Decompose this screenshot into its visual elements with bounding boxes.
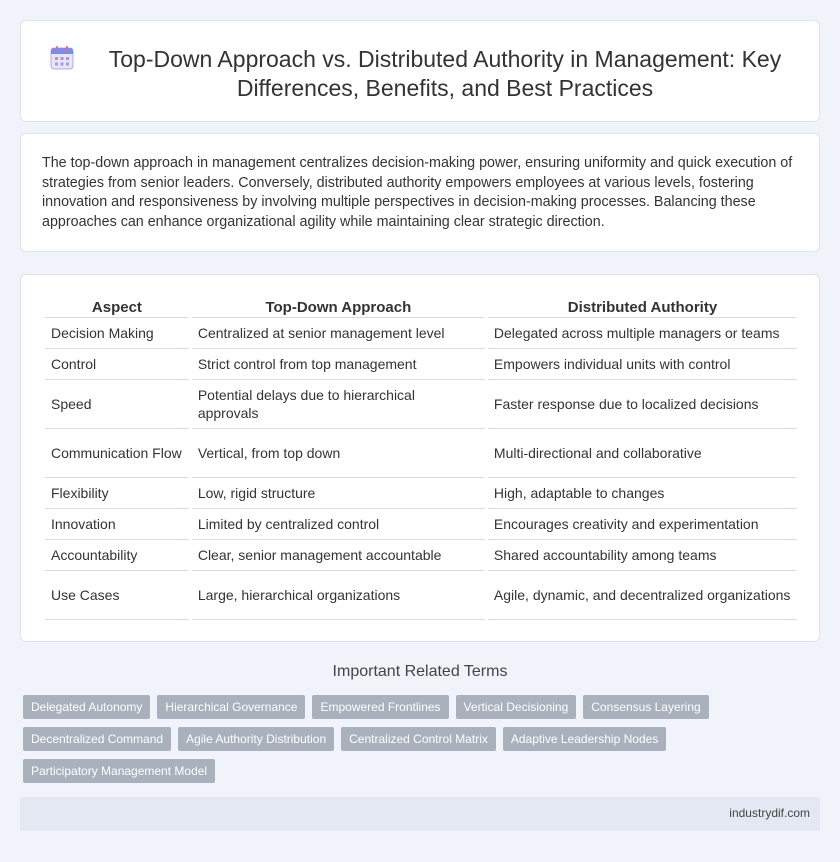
related-term-tag[interactable]: Participatory Management Model [23,759,215,783]
header-top-down: Top-Down Approach [192,292,485,318]
row-aspect: Flexibility [45,478,189,509]
table-row [45,429,797,478]
row-top-down: Low, rigid structure [192,478,485,509]
table-header-row [45,292,797,318]
intro-paragraph: The top-down approach in management centralizes decision-making power, ensuring uniformity and quick execution of strategies from senior leaders. Conversely, distributed authority empowers employees at various levels, fostering innovation and responsiveness by involving multiple perspectives in decision-making processes. Balancing these approaches can enhance organizational agility while maintaining clear strategic direction. [42,155,793,230]
row-distributed: Multi-directional and collaborative [488,429,797,478]
title-card [20,20,820,122]
row-distributed: Encourages creativity and experimentation [488,509,797,540]
comparison-card [20,274,820,642]
row-aspect: Accountability [45,540,189,571]
row-aspect: Innovation [45,509,189,540]
calendar-icon [49,45,75,71]
intro-card [20,133,820,252]
related-term-tag[interactable]: Empowered Frontlines [312,695,448,719]
row-top-down: Limited by centralized control [192,509,485,540]
row-aspect: Decision Making [45,318,189,349]
row-top-down: Vertical, from top down [192,429,485,478]
table-row [45,509,797,540]
row-distributed: Agile, dynamic, and decentralized organizations [488,571,797,620]
row-distributed: Shared accountability among teams [488,540,797,571]
related-term-tag[interactable]: Centralized Control Matrix [341,727,496,751]
row-aspect: Communication Flow [45,429,189,478]
table-row [45,380,797,429]
row-distributed: High, adaptable to changes [488,478,797,509]
row-top-down: Strict control from top management [192,349,485,380]
row-top-down: Potential delays due to hierarchical approvals [192,380,485,429]
related-term-tag[interactable]: Delegated Autonomy [23,695,150,719]
table-row [45,349,797,380]
row-distributed: Empowers individual units with control [488,349,797,380]
related-term-tag[interactable]: Agile Authority Distribution [178,727,334,751]
table-row [45,318,797,349]
header-aspect: Aspect [45,292,189,318]
related-terms-list [23,695,713,783]
row-top-down: Clear, senior management accountable [192,540,485,571]
row-top-down: Large, hierarchical organizations [192,571,485,620]
row-distributed: Faster response due to localized decisions [488,380,797,429]
related-term-tag[interactable]: Adaptive Leadership Nodes [503,727,666,751]
table-row [45,571,797,620]
page-title: Top-Down Approach vs. Distributed Authority in Management: Key Differences, Benefits, and Best Practices [108,46,782,101]
table-row [45,478,797,509]
related-term-tag[interactable]: Consensus Layering [583,695,708,719]
row-aspect: Speed [45,380,189,429]
comparison-table [42,292,800,620]
related-terms-heading: Important Related Terms [332,663,508,680]
table-row [45,540,797,571]
header-distributed: Distributed Authority [488,292,797,318]
row-distributed: Delegated across multiple managers or teams [488,318,797,349]
related-term-tag[interactable]: Vertical Decisioning [456,695,577,719]
row-top-down: Centralized at senior management level [192,318,485,349]
row-aspect: Control [45,349,189,380]
footer-bar [20,797,820,831]
related-term-tag[interactable]: Hierarchical Governance [157,695,305,719]
row-aspect: Use Cases [45,571,189,620]
footer-site-link[interactable]: industrydif.com [729,806,810,820]
related-term-tag[interactable]: Decentralized Command [23,727,171,751]
